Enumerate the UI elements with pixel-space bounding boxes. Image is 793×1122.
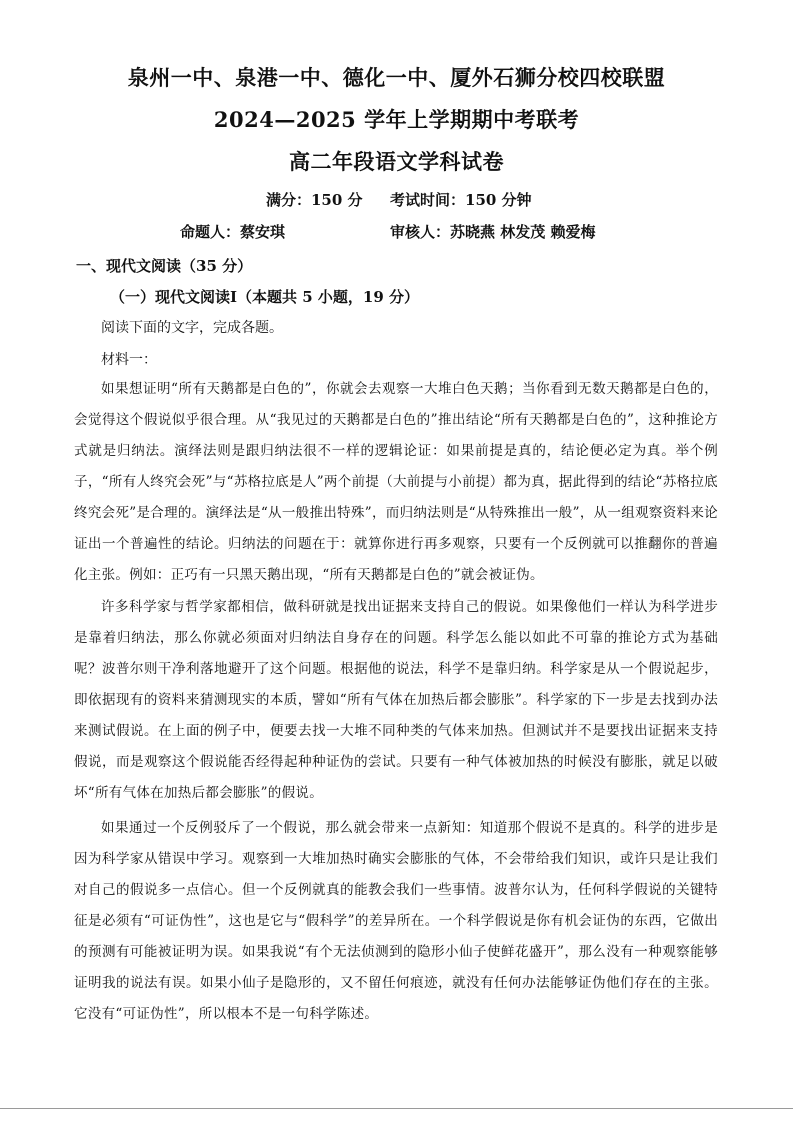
full-score: 满分：150 分 (266, 191, 363, 209)
passage-paragraph-2: 许多科学家与哲学家都相信，做科研就是找出证据来支持自己的假说。如果像他们一样认为科学进步是靠着归纳法，那么你就必须面对归纳法自身存在的问题。科学怎么能以如此不可靠的推论方式为基础呢？波普尔则干净利落地避开了这个问题。根据他的说法，科学不是靠归纳。科学家是从一个假说起步，即依据现有的资料来猜测现实的本质，譬如“所有气体在加热后都会膨胀”。科学家的下一步是去找到办法来测试假说。在上面的例子中，便要去找一大堆不同种类的气体来加热。但测试并不是要找出证据来支持假说，而是观察这个假说能否经得起种种证伪的尝试。只要有一种气体被加热的时候没有膨胀，就足以破坏“所有气体在加热后都会膨胀”的假说。 (74, 599, 718, 801)
material-label: 材料一： (101, 352, 157, 368)
subsection-heading: （一）现代文阅读Ⅰ（本题共 5 小题，19 分） (110, 288, 419, 306)
exam-duration: 考试时间：150 分钟 (390, 191, 532, 209)
passage-paragraph-3: 如果通过一个反例驳斥了一个假说，那么就会带来一点新知：知道那个假说不是真的。科学的进步是因为科学家从错误中学习。观察到一大堆加热时确实会膨胀的气体，不会带给我们知识，或许只是让我们对自己的假说多一点信心。但一个反例就真的能教会我们一些事情。波普尔认为，任何科学假说的关键特征是必须有“可证伪性”，这也是它与“假科学”的差异所在。一个科学假说是你有机会证伪的东西，它做出的预测有可能被证明为误。如果我说“有个无法侦测到的隐形小仙子使鲜花盛开”，那么没有一种观察能够证明我的说法有误。如果小仙子是隐形的，又不留任何痕迹，就没有任何办法能够证伪他们存在的主张。它没有“可证伪性”，所以根本不是一句科学陈述。 (74, 820, 718, 1022)
exam-title-subject: 高二年段语文学科试卷 (289, 149, 504, 174)
exam-title-schools: 泉州一中、泉港一中、德化一中、厦外石狮分校四校联盟 (127, 65, 666, 90)
footer-divider (0, 1108, 793, 1109)
reviewers: 审核人：苏晓燕 林发茂 赖爱梅 (390, 223, 596, 241)
passage-paragraph-1: 如果想证明“所有天鹅都是白色的”，你就会去观察一大堆白色天鹅；当你看到无数天鹅都是白色的，会觉得这个假说似乎很合理。从“我见过的天鹅都是白色的”推出结论“所有天鹅都是白色的”，这种推论方式就是归纳法。演绎法则是跟归纳法很不一样的逻辑论证：如果前提是真的，结论便必定为真。举个例子，“所有人终究会死”与“苏格拉底是人”两个前提（大前提与小前提）都为真，据此得到的结论“苏格拉底终究会死”是合理的。演绎法是“从一般推出特殊”，而归纳法则是“从特殊推出一般”，从一组观察资料来论证出一个普遍性的结论。归纳法的问题在于：就算你进行再多观察，只要有一个反例就可以推翻你的普遍化主张。例如：正巧有一只黑天鹅出现，“所有天鹅都是白色的”就会被证伪。 (74, 381, 718, 583)
section-heading: 一、现代文阅读（35 分） (76, 257, 253, 275)
reading-instruction: 阅读下面的文字，完成各题。 (101, 320, 283, 336)
exam-title-term: 2024—2025 学年上学期期中考联考 (213, 107, 580, 132)
question-author: 命题人：蔡安琪 (180, 223, 286, 241)
